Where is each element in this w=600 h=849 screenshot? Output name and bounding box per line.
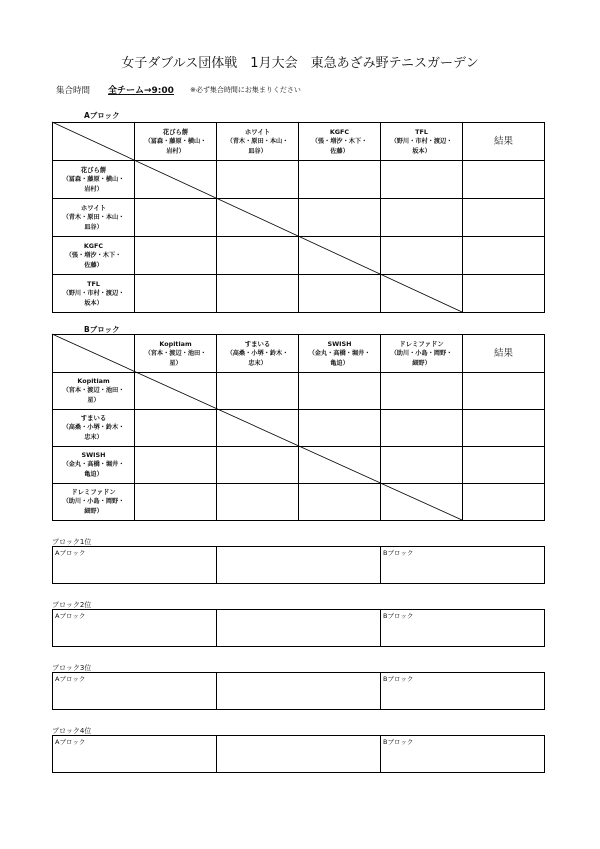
- rank-mid-cell[interactable]: [217, 736, 381, 773]
- result-header: 結果: [463, 335, 545, 373]
- rank-a-label: Aブロック: [55, 675, 86, 683]
- rank-a-label: Aブロック: [55, 738, 86, 746]
- rank-mid-cell[interactable]: [217, 547, 381, 584]
- rank-mid-cell[interactable]: [217, 673, 381, 710]
- row-header-team: ドレミファドン （助川・小島・岡野・ 細野）: [53, 484, 135, 521]
- rank-a-cell[interactable]: [53, 736, 217, 773]
- rank-a-label: Aブロック: [55, 612, 86, 620]
- rank-mid-cell[interactable]: [217, 610, 381, 647]
- rank-b-cell[interactable]: [381, 736, 545, 773]
- rank-b-label: Bブロック: [383, 675, 414, 683]
- col-header-team: ドレミファドン （助川・小島・岡野・ 細野）: [381, 335, 463, 373]
- rank-b-cell[interactable]: [381, 547, 545, 584]
- row-header-team: Kopitiam （宮本・渡辺・池田・ 星）: [53, 373, 135, 410]
- rank-a-label: Aブロック: [55, 549, 86, 557]
- rank-4-table: [52, 735, 545, 773]
- block-b-label: Bブロック: [84, 325, 120, 334]
- col-header-team: SWISH （金丸・高橋・堀井・ 亀迫）: [299, 335, 381, 373]
- row-header-team: ホワイト （青木・原田・本山・ 皿谷）: [53, 199, 135, 237]
- assembly-note: ※必ず集合時間にお集まりください: [190, 86, 301, 94]
- col-header-team: ホワイト （青木・原田・本山・ 皿谷）: [217, 123, 299, 161]
- assembly-time: 全チーム→9:00: [108, 86, 174, 96]
- rank-3-label: ブロック3位: [52, 664, 92, 672]
- rank-3-table: [52, 672, 545, 710]
- block-a-label: Aブロック: [84, 111, 120, 120]
- result-header: 結果: [463, 123, 545, 161]
- row-header-team: SWISH （金丸・高橋・堀井・ 亀迫）: [53, 447, 135, 484]
- rank-a-cell[interactable]: [53, 610, 217, 647]
- rank-2-table: [52, 609, 545, 647]
- rank-a-cell[interactable]: [53, 547, 217, 584]
- rank-a-cell[interactable]: [53, 673, 217, 710]
- rank-b-label: Bブロック: [383, 549, 414, 557]
- rank-1-label: ブロック1位: [52, 538, 92, 546]
- rank-b-label: Bブロック: [383, 612, 414, 620]
- rank-1-table: [52, 546, 545, 584]
- rank-2-label: ブロック2位: [52, 601, 92, 609]
- rank-4-label: ブロック4位: [52, 727, 92, 735]
- col-header-team: 花びら餅 （冨森・藤原・横山・ 岩村）: [135, 123, 217, 161]
- row-header-team: KGFC （張・増汐・木下・ 佐藤）: [53, 237, 135, 275]
- assembly-label: 集合時間: [56, 86, 91, 96]
- col-header-team: すまいる （高桑・小堺・鈴木・ 忠末）: [217, 335, 299, 373]
- page-title: 女子ダブルス団体戦 1月大会 東急あざみ野テニスガーデン: [121, 56, 479, 71]
- row-header-team: 花びら餅 （冨森・藤原・横山・ 岩村）: [53, 161, 135, 199]
- rank-b-cell[interactable]: [381, 610, 545, 647]
- row-header-team: すまいる （高桑・小堺・鈴木・ 忠末）: [53, 410, 135, 447]
- row-header-team: TFL （野川・市村・渡辺・ 坂本）: [53, 275, 135, 313]
- col-header-team: Kopitiam （宮本・渡辺・池田・ 星）: [135, 335, 217, 373]
- col-header-team: TFL （野川・市村・渡辺・ 坂本）: [381, 123, 463, 161]
- col-header-team: KGFC （張・増汐・木下・ 佐藤）: [299, 123, 381, 161]
- diagonal-line: [52, 334, 462, 520]
- rank-b-label: Bブロック: [383, 738, 414, 746]
- rank-b-cell[interactable]: [381, 673, 545, 710]
